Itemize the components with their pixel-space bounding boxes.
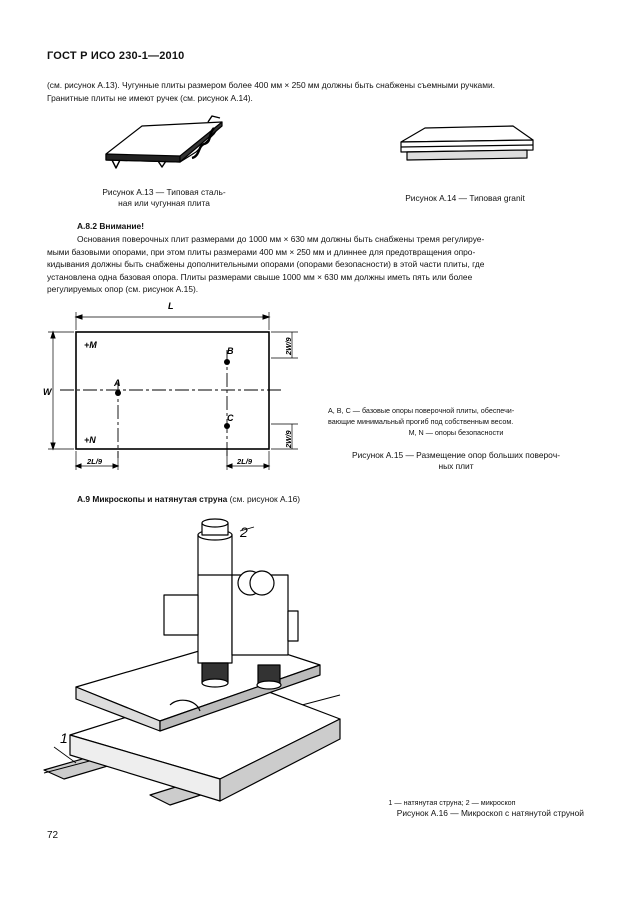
figure-a13-caption: Рисунок А.13 — Типовая сталь- ная или чугунная плита xyxy=(102,187,226,208)
callout-2-label: 2 xyxy=(240,524,248,540)
label-a: A xyxy=(114,378,121,388)
figure-a15-support-diagram xyxy=(40,298,310,478)
figure-a14-caption: Рисунок А.14 — Типовая granit xyxy=(405,193,525,203)
callout-1-label: 1 xyxy=(60,730,68,746)
label-dim-left: 2L/9 xyxy=(87,457,103,466)
section-a82-heading: А.8.2 Внимание! xyxy=(77,221,144,231)
label-dim-top: 2W/9 xyxy=(284,337,293,355)
section-a82-body xyxy=(47,233,587,296)
figure-a16-caption: Рисунок А.16 — Микроскоп с натянутой струной xyxy=(396,808,584,818)
plate-outline xyxy=(76,332,269,449)
section-a82-line: регулируемых опор (см. рисунок А.15). xyxy=(47,284,199,295)
label-dim-bottom: 2W/9 xyxy=(284,430,293,448)
label-w: W xyxy=(43,387,52,397)
section-a82-line: Основания поверочных плит размерами до 1000 мм × 630 мм должны быть снабжены тремя регулируе- xyxy=(77,234,485,244)
page-number: 72 xyxy=(47,830,59,841)
support-point-a xyxy=(115,390,121,396)
intro-line-2: Гранитные плиты не имеют ручек (см. рисунок А.14). xyxy=(47,92,253,103)
figure-a13-steel-plate-drawing xyxy=(96,112,236,174)
document-header: ГОСТ Р ИСО 230-1—2010 xyxy=(47,50,185,62)
intro-line-1: (см. рисунок А.13). Чугунные плиты размером более 400 мм × 250 мм должны быть снабжены съемными ручками. xyxy=(47,80,495,90)
figure-a15-caption: Рисунок А.15 — Размещение опор больших поверoч- ных плит xyxy=(352,450,560,471)
label-b: B xyxy=(227,346,234,356)
support-point-c xyxy=(224,423,230,429)
section-a82-line: мыми базовыми опорами, при этом плиты размерами 400 мм × 250 мм и длиннее для предотвращения опро- xyxy=(47,246,476,257)
figure-a15-legend: A, B, C — базовые опоры поверочной плиты, обеспечи- вающие минимальный прогиб под собственным весом. M, N — опоры безопасности xyxy=(328,406,515,437)
section-a82-line: установлена одна базовая опора. Плиты размерами свыше 1000 мм × 630 мм должны иметь пять или более xyxy=(47,271,473,282)
label-plus-m: +M xyxy=(84,340,97,350)
label-l: L xyxy=(168,301,174,311)
label-dim-right: 2L/9 xyxy=(237,457,253,466)
support-point-b xyxy=(224,359,230,365)
intro-paragraph xyxy=(47,79,587,104)
figure-a16-microscope-drawing xyxy=(40,515,360,825)
section-a9-heading: А.9 Микроскопы и натянутая струна (см. рисунок А.16) xyxy=(77,494,301,504)
figure-a16-legend: 1 — натянутая струна; 2 — микроскоп xyxy=(388,798,516,807)
figure-a14-granite-plate-drawing xyxy=(395,122,540,166)
label-plus-n: +N xyxy=(84,435,96,445)
label-c: C xyxy=(227,413,234,423)
section-a82-line: кидывания должны быть снабжены дополнительными опорами (опорами безопасности) в этой части плиты, где xyxy=(47,259,485,270)
